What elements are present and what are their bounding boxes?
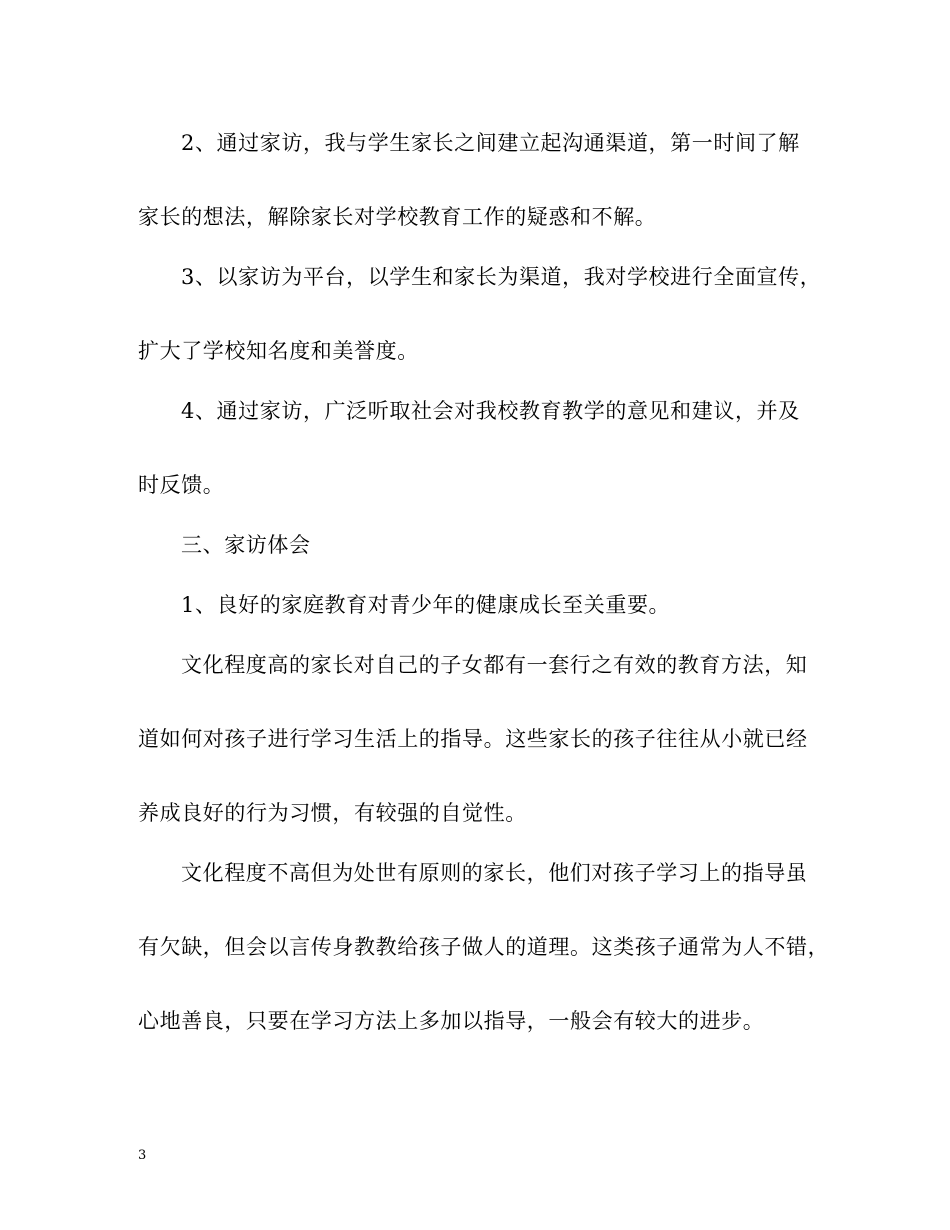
text-line: 2、通过家访，我与学生家长之间建立起沟通渠道，第一时间了解 bbox=[181, 131, 800, 155]
text-line: 3、以家访为平台，以学生和家长为渠道，我对学校进行全面宣传， bbox=[181, 265, 822, 289]
text-line: 文化程度高的家长对自己的子女都有一套行之有效的教育方法，知 bbox=[181, 653, 808, 677]
text-line: 道如何对孩子进行学习生活上的指导。这些家长的孩子往往从小就已经 bbox=[138, 727, 808, 751]
section-heading: 三、家访体会 bbox=[181, 533, 311, 557]
text-line: 家长的想法，解除家长对学校教育工作的疑惑和不解。 bbox=[138, 205, 657, 229]
text-line: 有欠缺，但会以言传身教教给孩子做人的道理。这类孩子通常为人不错， bbox=[138, 935, 830, 959]
text-line: 养成良好的行为习惯，有较强的自觉性。 bbox=[138, 801, 527, 825]
text-line: 扩大了学校知名度和美誉度。 bbox=[138, 339, 419, 363]
text-line: 心地善良，只要在学习方法上多加以指导，一般会有较大的进步。 bbox=[138, 1009, 765, 1033]
text-line: 时反馈。 bbox=[138, 473, 225, 497]
text-line: 文化程度不高但为处世有原则的家长，他们对孩子学习上的指导虽 bbox=[181, 861, 808, 885]
text-line: 4、通过家访，广泛听取社会对我校教育教学的意见和建议，并及 bbox=[181, 399, 800, 423]
page-number: 3 bbox=[138, 1148, 147, 1163]
subsection-heading: 1、良好的家庭教育对青少年的健康成长至关重要。 bbox=[181, 593, 671, 617]
